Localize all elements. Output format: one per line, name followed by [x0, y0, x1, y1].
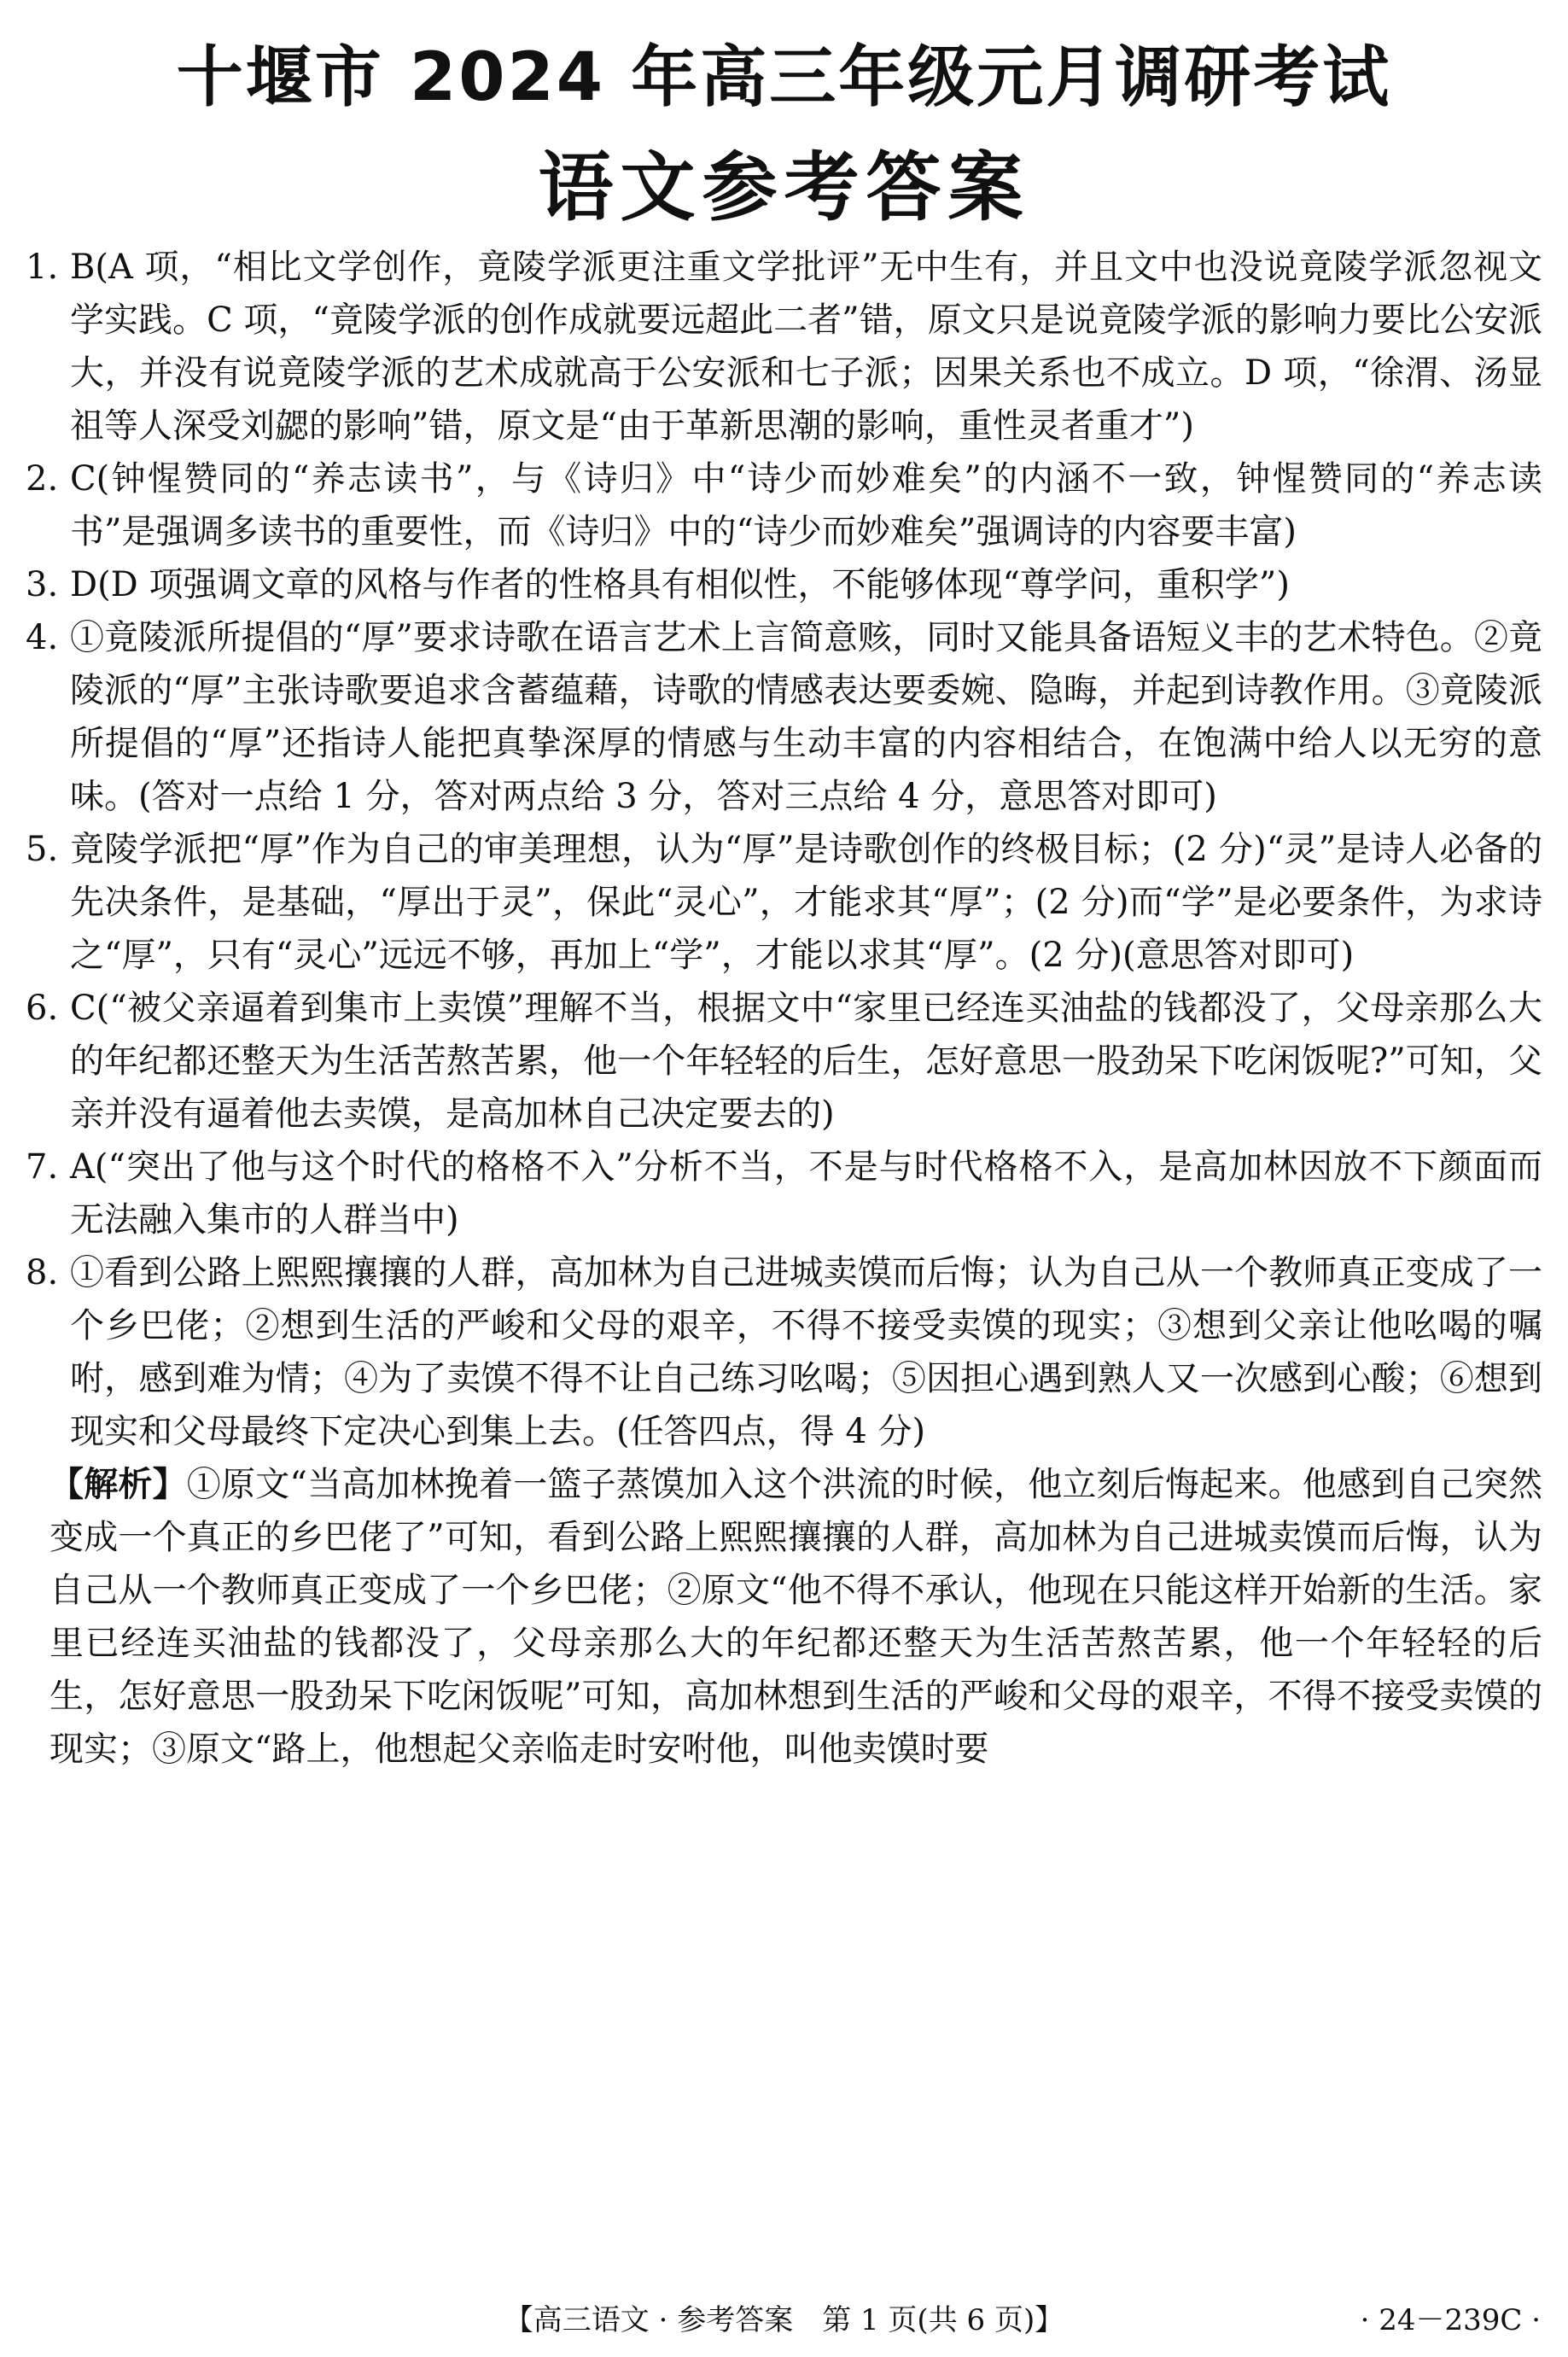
answer-item-2 — [26, 452, 1542, 558]
answer-number: 2. — [26, 459, 59, 499]
answer-item-7 — [26, 1141, 1542, 1246]
answer-text: C(“被父亲逼着到集市上卖馍”理解不当，根据文中“家里已经连买油盐的钱都没了，父母亲那么大的年纪都还整天为生活苦熬苦累，他一个年轻轻的后生，怎好意思一股劲呆下吃闲饭呢?”可知，父亲并没有逼着他去卖馍，是高加林自己决定要去的) — [70, 989, 1542, 1134]
answer-text: 竟陵学派把“厚”作为自己的审美理想，认为“厚”是诗歌创作的终极目标；(2 分)“灵”是诗人必备的先决条件，是基础，“厚出于灵”，保此“灵心”，才能求其“厚”；(2 分)而“学”是必要条件，为求诗之“厚”，只有“灵心”远远不够，再加上“学”，才能以求其“厚”。(2 分)(意思答对即可) — [70, 830, 1542, 975]
answer-item-4 — [26, 611, 1542, 823]
answer-item-8 — [26, 1246, 1542, 1458]
analysis-text: ①原文“当高加林挽着一篮子蒸馍加入这个洪流的时候，他立刻后悔起来。他感到自己突然变成一个真正的乡巴佬了”可知，看到公路上熙熙攘攘的人群，高加林为自己进城卖馍而后悔，认为自己从一个教师真正变成了一个乡巴佬；②原文“他不得不承认，他现在只能这样开始新的生活。家里已经连买油盐的钱都没了，父母亲那么大的年纪都还整天为生活苦熬苦累，他一个年轻轻的后生，怎好意思一股劲呆下吃闲饭呢”可知，高加林想到生活的严峻和父母的艰辛，不得不接受卖馍的现实；③原文“路上，他想起父亲临走时安咐他，叫他卖馍时要 — [50, 1465, 1542, 1769]
analysis-block — [26, 1458, 1542, 1776]
answer-item-6 — [26, 982, 1542, 1141]
footer-code: · 24－239C · — [1360, 2303, 1541, 2337]
answer-number: 4. — [26, 618, 59, 657]
answer-text: A(“突出了他与这个时代的格格不入”分析不当，不是与时代格格不入，是高加林因放不下颜面而无法融入集市的人群当中) — [70, 1147, 1542, 1240]
answer-number: 6. — [26, 989, 59, 1028]
answer-text: D(D 项强调文章的风格与作者的性格具有相似性，不能够体现“尊学问，重积学”) — [70, 565, 1290, 604]
answer-number: 7. — [26, 1147, 59, 1187]
analysis-label: 【解析】 — [50, 1465, 187, 1504]
answer-item-5 — [26, 823, 1542, 982]
answer-number: 5. — [26, 830, 59, 869]
answer-text: ①看到公路上熙熙攘攘的人群，高加林为自己进城卖馍而后悔；认为自己从一个教师真正变成了一个乡巴佬；②想到生活的严峻和父母的艰辛，不得不接受卖馍的现实；③想到父亲让他吆喝的嘱咐，感到难为情；④为了卖馍不得不让自己练习吆喝；⑤因担心遇到熟人又一次感到心酸；⑥想到现实和父母最终下定决心到集上去。(任答四点，得 4 分) — [70, 1253, 1542, 1451]
answers-body — [26, 241, 1542, 1776]
answer-number: 3. — [26, 565, 59, 604]
footer-page-info: 【高三语文 · 参考答案 第 1 页(共 6 页)】 — [504, 2303, 1064, 2337]
answer-number: 1. — [26, 248, 59, 287]
answer-text: B(A 项，“相比文学创作，竟陵学派更注重文学批评”无中生有，并且文中也没说竟陵学派忽视文学实践。C 项，“竟陵学派的创作成就要远超此二者”错，原文只是说竟陵学派的影响力要比公安派大，并没有说竟陵学派的艺术成就高于公安派和七子派；因果关系也不成立。D 项，“徐渭、汤显祖等人深受刘勰的影响”错，原文是“由于革新思潮的影响，重性灵者重才”) — [70, 248, 1542, 446]
answer-item-3 — [26, 558, 1542, 611]
answer-text: C(钟惺赞同的“养志读书”，与《诗归》中“诗少而妙难矣”的内涵不一致，钟惺赞同的“养志读书”是强调多读书的重要性，而《诗归》中的“诗少而妙难矣”强调诗的内容要丰富) — [70, 459, 1542, 551]
document-subtitle: 语文参考答案 — [538, 143, 1030, 231]
answer-text: ①竟陵派所提倡的“厚”要求诗歌在语言艺术上言简意赅，同时又能具备语短义丰的艺术特色。②竟陵派的“厚”主张诗歌要追求含蓄蕴藉，诗歌的情感表达要委婉、隐晦，并起到诗教作用。③竟陵派所提倡的“厚”还指诗人能把真挚深厚的情感与生动丰富的内容相结合，在饱满中给人以无穷的意味。(答对一点给 1 分，答对两点给 3 分，答对三点给 4 分，意思答对即可) — [70, 618, 1542, 816]
answer-item-1 — [26, 241, 1542, 452]
exam-title: 十堰市 2024 年高三年级元月调研考试 — [176, 39, 1392, 116]
answer-number: 8. — [26, 1253, 59, 1292]
